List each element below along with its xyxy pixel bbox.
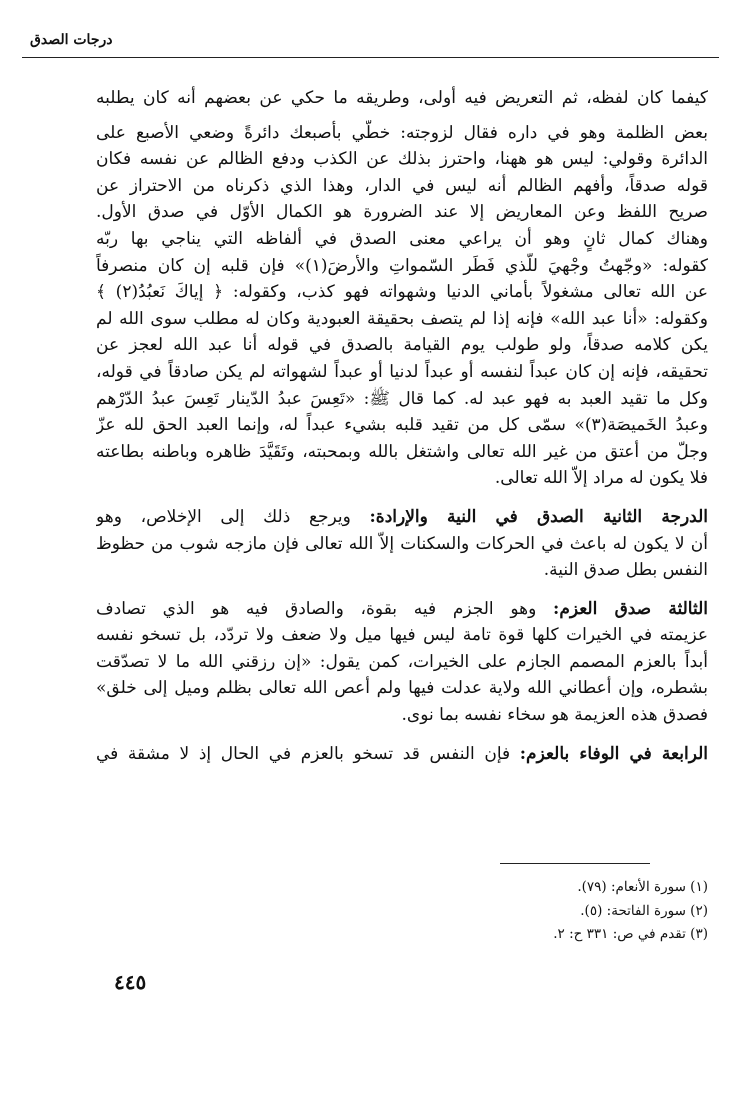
text-line: فصدق هذه العزيمة هو سخاء نفسه بما نوى. [401, 705, 708, 726]
body-text [96, 85, 708, 767]
text-line: يكن كلامه صدقاً، ولو طولب يوم القيامة بالصدق في قوله أنا عبد الله لعجز عن [96, 335, 708, 356]
text-line: الدائرة وقولي: ليس هو ههنا، واحترز بذلك عن الكذب ودفع الظالم عن نفسه فكان [96, 149, 708, 170]
text-line: فلا يكون له مراد إلاّ الله تعالى. [494, 468, 708, 489]
text-run: فإن النفس قد تسخو بالعزم في الحال إذ لا مشقة في [96, 743, 520, 764]
text-line: وكل ما تقيد العبد به فهو عبد له. كما قال ﷺ: «تَعِسَ عبدُ الدّينار تَعِسَ عبدُ الدّرْهم [96, 388, 708, 409]
text-line: عن الله تعالى مشغولاً بأماني الدنيا وشهواته فهو كذب، وكقوله: ﴿ إياكَ نَعبُدُ(٢) ﴾ [96, 282, 708, 303]
header-rule [22, 57, 719, 58]
footnote: (١) سورة الأنعام: (٧٩). [577, 879, 708, 895]
text-line: بعض الظلمة وهو في داره فقال لزوجته: خطّي بأصبعك دائرةً وضعي الأصبع على [96, 122, 708, 143]
running-header: درجات الصدق [30, 32, 113, 48]
text-line: تحقيقه، فإنه إن كان عبداً لنفسه أو عبداً لدنيا أو عبداً لشهواته لم يكن صادقاً في قوله، [96, 361, 708, 382]
text-line: أبداً بالعزم المصمم الجازم على الخيرات، كمن يقول: «إن رزقني الله ما لا تصدّقت [96, 651, 708, 672]
text-line: وكقوله: «أنا عبد الله» فإنه إذا لم يتصف بحقيقة العبودية وكان له مطلب سوى الله لم [96, 308, 708, 329]
text-line [96, 741, 708, 768]
text-line: كقوله: «وجّهتُ وجْهيَ للّذي فَطَر السّمواتِ والأرضَ(١)» فإن قلبه إن كان منصرفاً [96, 255, 708, 276]
text-line: أن لا يكون له باعث في الحركات والسكنات إلاّ الله تعالى فإن مازجه شوب من حظوظ [96, 533, 708, 554]
section-heading: الدرجة الثانية الصدق في النية والإرادة: [369, 506, 708, 527]
text-line: عزيمته في الخيرات كلها قوة تامة ليس فيها ميل ولا ضعف ولا تردّد، بل تسخو نفسه [96, 625, 708, 646]
section-heading: الرابعة في الوفاء بالعزم: [519, 743, 708, 764]
text-line: صريح اللفظ وعن المعاريض إلا عند الضرورة هو الكمال الأوّل في صدق الأول. [96, 202, 708, 223]
text-line: وجلّ من أعتق من غير الله تعالى واشتغل بالله وبمحبته، وتَقَيَّدَ ظاهره وباطنه بطاعته [96, 441, 708, 462]
text-line: وعبدُ الخَميصَة(٣)» سمّى كل من تقيد قلبه بشيء عبداً له، وإنما العبد الحق لله عزّ [96, 415, 708, 436]
text-line [96, 596, 708, 623]
text-line: قوله صدقاً، وأفهم الظالم أنه ليس في الدار، وهذا الذي ذكرناه من الاحتراز عن [96, 175, 708, 196]
text-line: النفس بطل صدق النية. [543, 560, 708, 581]
text-line: بشطره، وإن أعطاني الله ولاية عدلت فيها ولم أعص الله تعالى بظلم وميل إلى خلق» [96, 678, 708, 699]
page-number: ٤٤٥ [114, 970, 147, 994]
text-line: كيفما كان لفظه، ثم التعريض فيه أولى، وطريقه ما حكي عن بعضهم أنه كان يطلبه [96, 88, 708, 108]
text-run: وهو الجزم فيه بقوة، والصادق فيه هو الذي تصادف [96, 598, 554, 619]
footnotes [300, 876, 708, 947]
text-line [96, 504, 708, 531]
section-heading: الثالثة صدق العزم: [553, 598, 708, 619]
footnote: (٢) سورة الفاتحة: (٥). [580, 902, 708, 919]
footnote: (٣) تقدم في ص: ٣٣١ ح: ٢. [553, 926, 708, 942]
text-run: ويرجع ذلك إلى الإخلاص، وهو [96, 506, 370, 527]
footnote-rule [500, 863, 650, 864]
text-line: وهناك كمال ثانٍ وهو أن يراعي معنى الصدق في ألفاظه التي يناجي بها ربّه [96, 228, 708, 249]
